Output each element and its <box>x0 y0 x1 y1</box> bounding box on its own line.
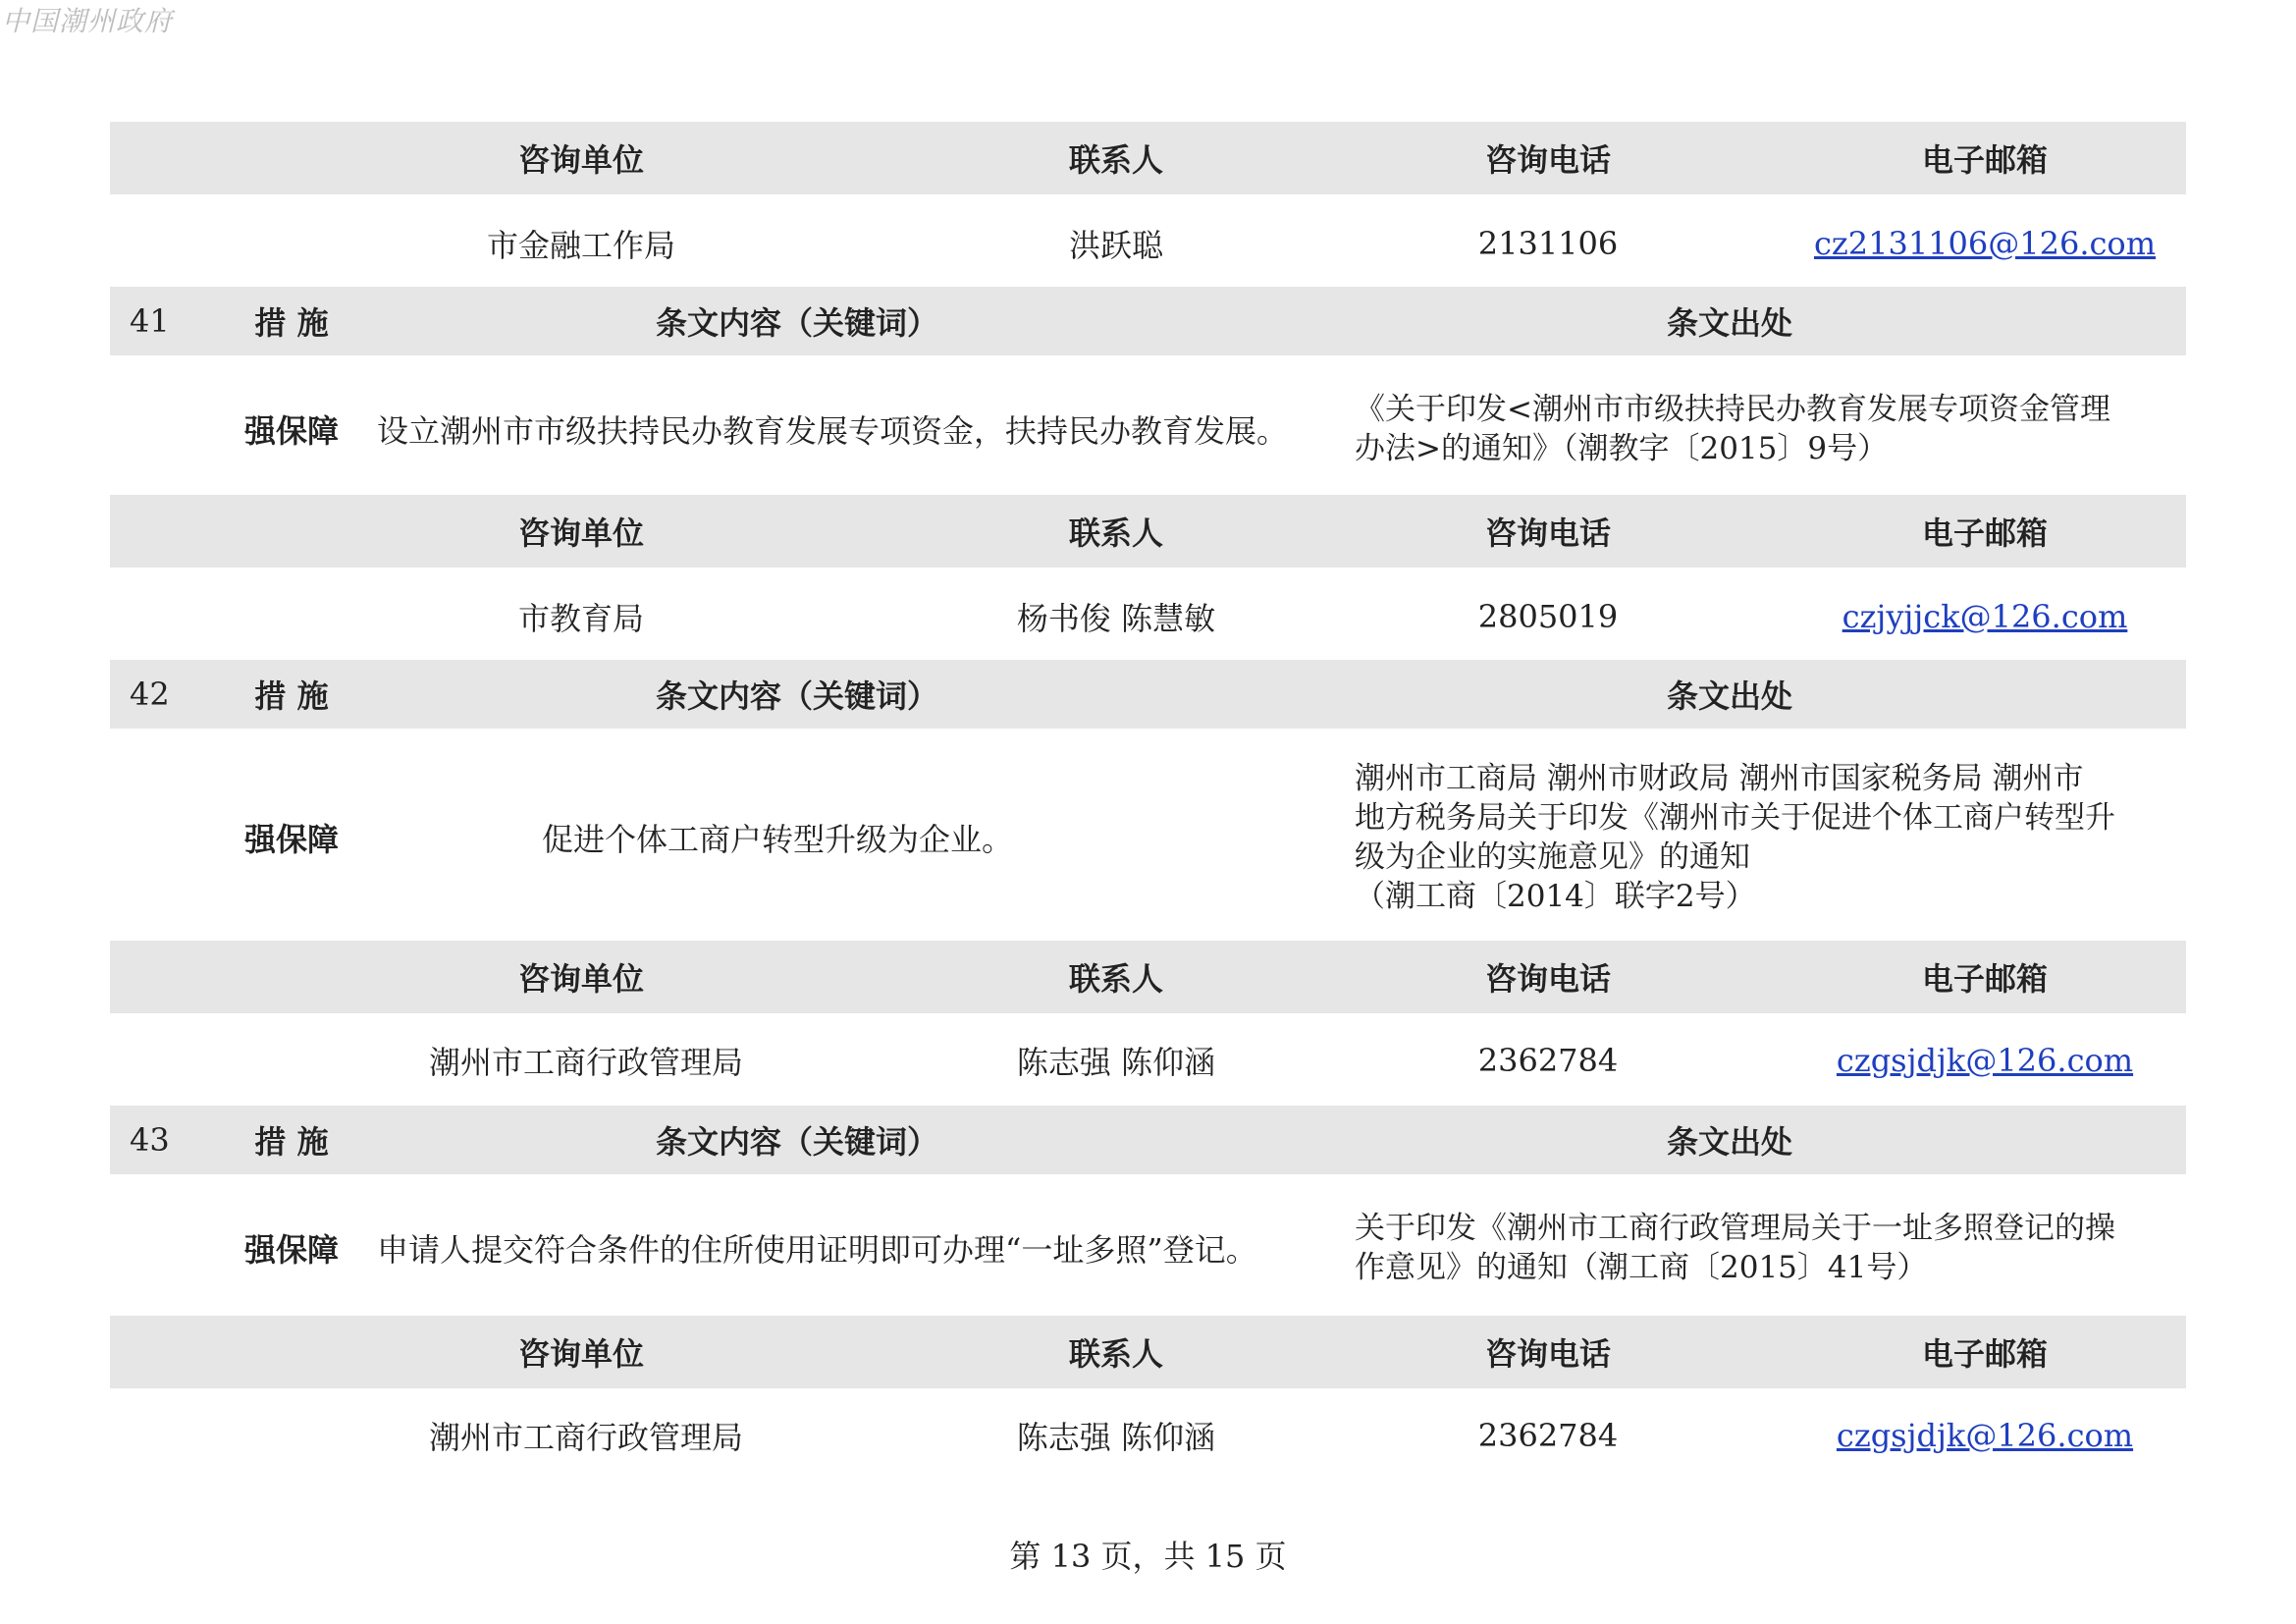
header-measure: 措 施 <box>254 1123 329 1161</box>
source-line: 办法>的通知》（潮教字〔2015〕9号） <box>1355 431 1889 466</box>
item-number: 43 <box>130 1121 170 1159</box>
measure-category: 强保障 <box>243 821 339 858</box>
contact-email-link[interactable]: cz2131106@126.com <box>1813 225 2157 262</box>
header-email: 电子邮箱 <box>1921 141 2048 179</box>
header-email: 电子邮箱 <box>1921 960 2048 998</box>
contact-header-row <box>110 941 2186 1013</box>
header-phone: 咨询电话 <box>1484 514 1611 552</box>
header-unit: 咨询单位 <box>517 960 644 998</box>
page-footer: 第 13 页，共 15 页 <box>1009 1538 1287 1575</box>
contact-header-row <box>110 1316 2186 1388</box>
contact-phone: 2362784 <box>1477 1417 1619 1454</box>
watermark-logo: 中国潮州政府 <box>2 5 174 37</box>
source-line: 作意见》的通知（潮工商〔2015〕41号） <box>1355 1250 1928 1285</box>
header-measure: 措 施 <box>254 677 329 715</box>
header-email: 电子邮箱 <box>1921 1335 2048 1373</box>
item-number: 42 <box>130 676 170 713</box>
contact-row <box>110 204 2186 283</box>
contact-row <box>110 1396 2186 1475</box>
measure-category: 强保障 <box>243 1231 339 1269</box>
item-number: 41 <box>130 302 170 340</box>
source-line: 《关于印发<潮州市市级扶持民办教育发展专项资金管理 <box>1355 392 2110 427</box>
header-person: 联系人 <box>1068 1335 1163 1373</box>
measure-content: 申请人提交符合条件的住所使用证明即可办理“一址多照”登记。 <box>377 1231 1257 1269</box>
contact-email-link[interactable]: czgsjdjk@126.com <box>1836 1417 2134 1454</box>
contact-person: 陈志强 陈仰涵 <box>1016 1044 1216 1081</box>
contact-person: 杨书俊 陈慧敏 <box>1016 600 1216 637</box>
source-line: 关于印发《潮州市工商行政管理局关于一址多照登记的操 <box>1355 1211 2115 1246</box>
contact-unit: 潮州市工商行政管理局 <box>428 1044 743 1081</box>
header-measure: 措 施 <box>254 304 329 342</box>
measure-source <box>1355 738 2184 937</box>
contact-email-link[interactable]: czjyjjck@126.com <box>1842 598 2128 635</box>
header-unit: 咨询单位 <box>517 1335 644 1373</box>
measure-row <box>110 738 2186 937</box>
source-line: 潮州市工商局 潮州市财政局 潮州市国家税务局 潮州市 <box>1355 761 2084 796</box>
contact-row <box>110 1021 2186 1100</box>
contact-unit: 潮州市工商行政管理局 <box>428 1419 743 1456</box>
measure-content: 促进个体工商户转型升级为企业。 <box>541 821 1013 858</box>
measure-source <box>1355 365 2184 493</box>
contact-email-link[interactable]: czgsjdjk@126.com <box>1836 1042 2134 1079</box>
header-person: 联系人 <box>1068 141 1163 179</box>
measure-source <box>1355 1184 2184 1312</box>
header-source: 条文出处 <box>1666 677 1792 715</box>
source-line: 地方税务局关于印发《潮州市关于促进个体工商户转型升 <box>1355 800 2115 836</box>
contact-person: 陈志强 陈仰涵 <box>1016 1419 1216 1456</box>
measure-row <box>110 1184 2186 1312</box>
measure-row <box>110 365 2186 493</box>
contact-unit: 市教育局 <box>517 600 644 637</box>
contact-phone: 2131106 <box>1477 225 1619 262</box>
measure-content: 设立潮州市市级扶持民办教育发展专项资金，扶持民办教育发展。 <box>377 412 1289 450</box>
contact-row <box>110 577 2186 656</box>
measure-header-row <box>110 287 2186 355</box>
header-source: 条文出处 <box>1666 304 1792 342</box>
contact-person: 洪跃聪 <box>1068 227 1163 264</box>
header-content: 条文内容（关键词） <box>655 304 938 342</box>
header-source: 条文出处 <box>1666 1123 1792 1161</box>
header-phone: 咨询电话 <box>1484 141 1611 179</box>
measure-header-row <box>110 1106 2186 1174</box>
contact-phone: 2805019 <box>1477 598 1619 635</box>
contact-unit: 市金融工作局 <box>486 227 675 264</box>
header-person: 联系人 <box>1068 514 1163 552</box>
header-email: 电子邮箱 <box>1921 514 2048 552</box>
source-line: 级为企业的实施意见》的通知 <box>1355 839 1750 875</box>
header-content: 条文内容（关键词） <box>655 1123 938 1161</box>
contact-header-row <box>110 495 2186 568</box>
header-phone: 咨询电话 <box>1484 960 1611 998</box>
header-unit: 咨询单位 <box>517 514 644 552</box>
contact-phone: 2362784 <box>1477 1042 1619 1079</box>
header-unit: 咨询单位 <box>517 141 644 179</box>
source-line: （潮工商〔2014〕联字2号） <box>1355 879 1756 914</box>
measure-header-row <box>110 660 2186 729</box>
header-person: 联系人 <box>1068 960 1163 998</box>
header-phone: 咨询电话 <box>1484 1335 1611 1373</box>
contact-header-row <box>110 122 2186 194</box>
measure-category: 强保障 <box>243 412 339 450</box>
header-content: 条文内容（关键词） <box>655 677 938 715</box>
